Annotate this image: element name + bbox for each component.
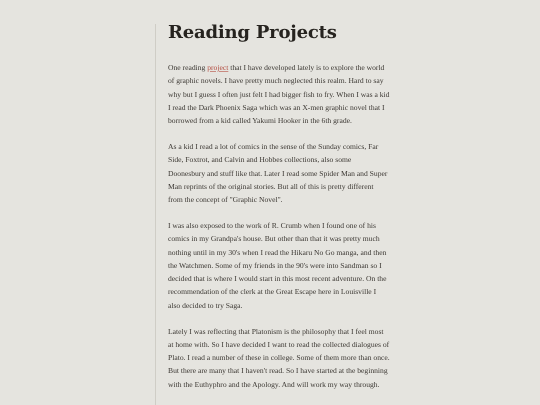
project-link[interactable]: project [207, 63, 229, 72]
paragraph-4: Lately I was reflecting that Platonism is the philosophy that I feel most at home with. So I have decided I want to read the collected dialogues of Plato. I read a number of these in college. Some of them more than once. But there are many that I haven't read. So I have started at the beginning with the Euthyphro and the Apology. And will work my way through. [168, 326, 390, 389]
paragraph-1-lead: One reading [168, 63, 208, 72]
paragraph-1-rest: that I have developed lately is to explore the world of graphic novels. I have pretty much neglected this realm. Hard to say why but I guess I often just felt I had bigger fish to fry. When I was a kid I read the Dark Phoenix Saga which was an X-men graphic novel that I borrowed from a kid called Yakumi Hooker in the 6th grade. [168, 63, 390, 126]
article [168, 20, 390, 404]
paragraph-3: I was also exposed to the work of R. Crumb when I found one of his comics in my Grandpa's house. But other than that it was pretty much nothing until in my 30's when I read the Hikaru No Go manga, and then the Watchmen. Some of my friends in the 90's were into Sandman so I decided that is where I would start in this most recent adventure. On the recommendation of the clerk at the Great Escape here in Louisville I also decided to try Saga. [168, 220, 387, 310]
content-divider [155, 24, 156, 405]
paragraph-1 [168, 61, 390, 127]
page-title: Reading Projects [168, 22, 337, 43]
paragraph-2: As a kid I read a lot of comics in the sense of the Sunday comics, Far Side, Foxtrot, and Calvin and Hobbes collections, also some Doonesbury and stuff like that. Later I read some Spider Man and Super Man reprints of the original stories. But all of this is pretty different from the concept of "Graphic Novel". [168, 141, 388, 205]
